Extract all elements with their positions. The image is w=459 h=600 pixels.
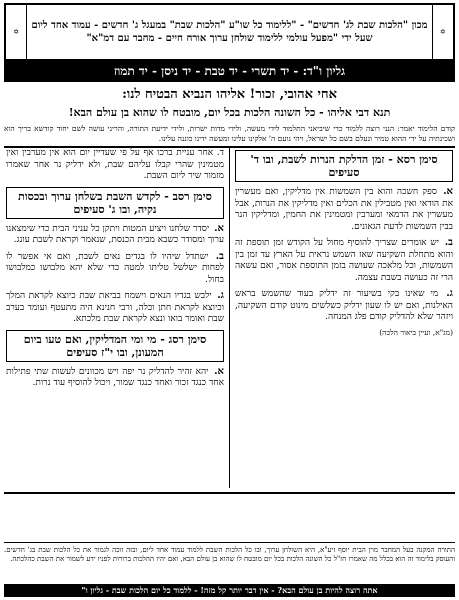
paragraph-number: ב. [444,237,453,248]
paragraph-number: ב. [215,250,224,262]
section-title-262: סימן רסב - לקדש השבת בשלחן ערוך ובכסות נקיה, ובו ג' סעיפים [6,187,224,219]
tagline-heading: תנא דבי אליהו - כל השונה הלכות בכל יום, מובטח לו שהוא בן עולם הבא! [68,106,391,119]
header-line-2: שעל ידי "מפעל עולמי ללימוד שולחן ערוך אורח חיים - מחבר עם דמ"א" [86,33,373,44]
paragraph-text: ילבש בגדיו הנאים וישמח בביאת שבת כיוצא לקראת המלך וכיוצא לקראת חתן וכלה, ורבי חנינא היה מתעטף ועומד בערב שבת ואומר בואו ונצא לקראת שבת מלכתא. [6,291,224,324]
paragraph-text: יש אומרים שצריך להוסיף מחול על הקודש זמן תוספת זה והוא מתחלת השקיעה שאז השמש נראית על הארץ עד זמן בין השמשות, וכל מלאכה שעושה בזמן התוספת אסור, ואם עשאה הרי זה כעושה בשבת עצמה. [235,238,453,283]
paragraph-text: יהא זהיר להדליק נר יפה ויש מכוונים לעשות שתי פתילות אחד כנגד זכור ואחד כנגד שמור, ויכול להוסיף עוד נרות. [6,366,224,388]
slogan-heading: אחי אהובי, זכור! אליהו הנביא הבטיח לנו: [122,87,337,102]
footer-rule [4,542,455,543]
left-column [6,148,224,488]
paragraph [235,186,453,233]
right-column [235,148,453,488]
source-note: (מג"א, ועיין ביאור הלכה) [379,327,453,337]
banner-side-left: ✡ [6,5,27,59]
bottom-banner: אתה רוצה להיות בן עולם הבא? - אין דבר יותר קל מזה! - ללמוד כל יום הלכות שבת - גליון ו" [4,584,455,597]
issue-date-bar: גליון ו"ד: - יד תשרי - יד טבת - יד ניסן - יד תמוז [4,60,455,82]
banner-side-right: ✡ [432,5,453,59]
section-title-261: סימן רסא - זמן הדלקת הנרות לשבת, ובו ד' סעיפים [235,150,453,182]
header-banner [4,3,455,61]
paragraph [6,223,224,247]
intro-prayer: קודם הלימוד יאמר: הנני רוצה ללמוד כדי שיביאני התלמוד לידי מעשה, ולידי מדות ישרות, ולידי ידיעת התורה, והריני עושה לשם יחוד קודשא בריך הוא ושכינתיה על ידי ההוא טמיר ונעלם בשם כל ישראל, ויהי נועם ה' אלקינו עלינו ומעשה ידינו כוננה עלינו. [4,124,455,143]
paragraph-text: יסדר שלחנו ויציע המטות ויתקן כל עניני הבית כדי שימצאנו ערוך ומסודר כשבא מבית הכנסת, שנאמר וקראת לשבת עונג. [6,223,224,245]
paragraph-number: ג. [217,290,224,301]
paragraph-text: ישתדל שיהיו לו בגדים נאים לשבת, ואם אי אפשר לו לפחות ישלשל טליתו למטה כדי שלא יהא מלבושו כמלבושו בחול. [6,251,224,285]
bottom-divider [4,492,455,494]
paragraph [6,366,224,390]
footer-text: התורה המקנה בעל המחבר מרן הבית יוסף זיע"א, היא השולחן ערוך, ובו כל הלכות השבת ללמוד עמוד אחד ליום, ובזה זוכה לגמור את כל הלכות שבת בג' חדשים. והעוסק בלימוד זה הוא בכלל מה שאמרו חז"ל כל השונה הלכות בכל יום מובטח לו שהוא בן עולם הבא, ואם יהיו ההלכות ברורות לפניו ידע לשמור את השבת כהלכתה. [4,546,455,563]
paragraph [235,237,453,284]
paragraph-number: א. [443,186,453,197]
paragraph-number: א. [214,365,224,377]
column-divider [229,148,230,488]
paragraph-number: א. [214,222,224,234]
paragraph-text: ספק חשכה והוא בין השמשות אין מדליקין, ואם מעשרין את הודאי ואין מטבילין את הכלים ואין מדליקין את הנרות, אבל מעשרין את הדמאי ומערבין ומטמינין את החמין, ומדליקין הנר בבין השמשות לדעת הגאונים. [235,187,453,232]
banner-main [27,5,431,59]
header-line-1: מכון "הלכות שבת לג' חדשים" - "ללימוד כל שו"ע "הלכות שבת" במעגל ג' חדשים - עמוד אחד ליום [31,20,428,31]
paragraph [6,251,224,287]
section-title-263: סימן רסג - מי ומי המדליקין, ואם טעו ביום המעונן, ובו י"ז סעיפים [6,330,224,362]
paragraph: ד. אחר עניית ברכו אף על פי שעדיין יום הוא אין מערבין ואין מטמינין שהרי קבלו עליהם שבת, ולא ידליק נר אחר שאמרו מזמור שיר ליום השבת. [6,148,224,181]
paragraph [235,288,453,324]
paragraph-number: ג. [446,288,453,299]
paragraph-text: מי שאינו בקי בשיעור זה ידליק בעוד שהשמש בראש האילנות, ואם יש לו שעון ידליק כשלשים מינוט קודם השקיעה, ויזהר שלא להדליק קודם פלג המנחה. [235,289,453,322]
paragraph [6,290,224,326]
